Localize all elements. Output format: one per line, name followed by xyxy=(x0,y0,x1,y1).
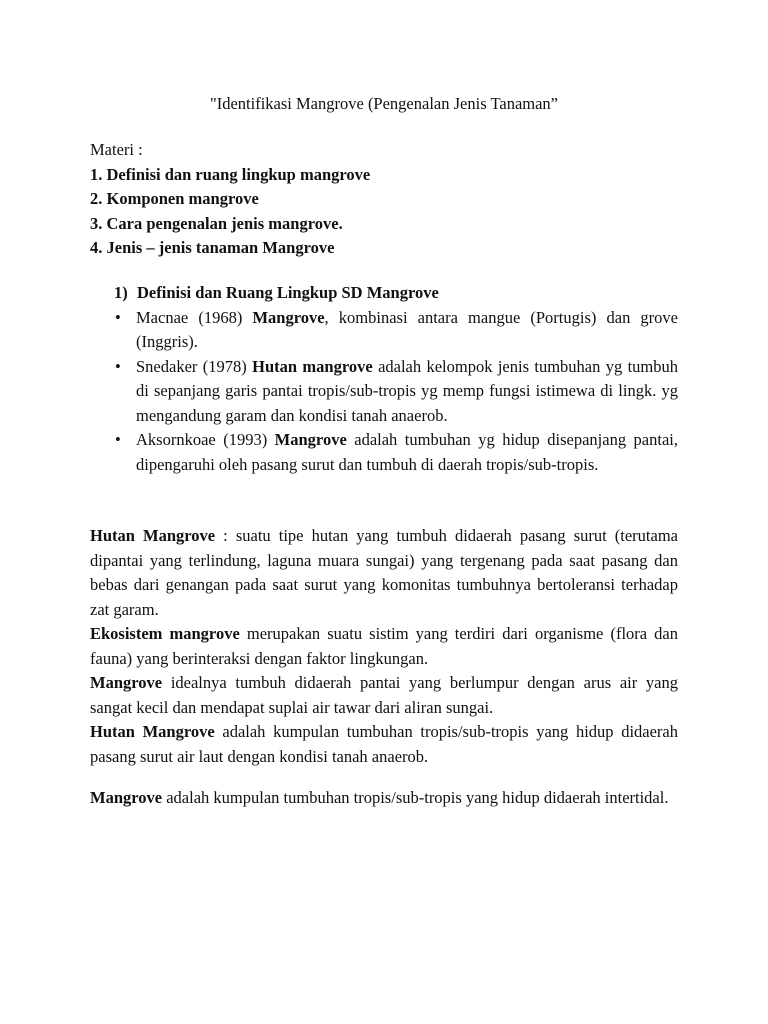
materi-item: 4. Jenis – jenis tanaman Mangrove xyxy=(90,238,335,257)
definition-term: Mangrove xyxy=(274,430,347,449)
definition-term: Hutan mangrove xyxy=(252,356,373,376)
bullet-icon: • xyxy=(115,307,121,327)
definition-source: Snedaker (1978) xyxy=(136,356,253,376)
paragraph-term: Ekosistem mangrove xyxy=(90,624,240,643)
body-paragraph xyxy=(90,622,678,671)
paragraph-text: adalah kumpulan tumbuhan tropis/sub-tropis yang hidup didaerah intertidal. xyxy=(162,788,669,807)
body-paragraph xyxy=(90,671,678,720)
body-paragraph xyxy=(90,720,678,769)
document-title: "Identifikasi Mangrove (Pengenalan Jenis Tanaman” xyxy=(210,94,558,113)
definition-list xyxy=(114,306,678,478)
materi-list xyxy=(90,138,678,261)
definition-item xyxy=(114,306,678,355)
definition-term: Mangrove xyxy=(252,307,325,327)
definition-source: Macnae (1968) xyxy=(136,307,253,327)
definition-text: , kombinasi antara mangue (Portugis) dan grove (Inggris). xyxy=(136,307,678,351)
paragraph-term: Hutan Mangrove xyxy=(90,722,215,741)
paragraph-term: Hutan Mangrove xyxy=(90,526,216,545)
section-definisi xyxy=(114,281,678,477)
paragraph-text: adalah kumpulan tumbuhan tropis/sub-tropis yang hidup didaerah pasang surut air laut dengan kondisi tanah anaerob. xyxy=(90,722,679,766)
materi-label: Materi : xyxy=(90,140,143,159)
paragraph-text: idealnya tumbuh didaerah pantai yang berlumpur dengan arus air yang sangat kecil dan mendapat suplai air tawar dari aliran sungai. xyxy=(90,673,678,717)
section-number: 1) xyxy=(114,283,128,302)
section-title: Definisi dan Ruang Lingkup SD Mangrove xyxy=(137,283,439,302)
paragraph-term: Mangrove xyxy=(90,788,163,807)
bullet-icon: • xyxy=(115,356,121,376)
final-paragraph xyxy=(90,786,678,811)
definition-item xyxy=(114,355,678,429)
paragraph-text: : suatu tipe hutan yang tumbuh didaerah pasang surut (terutama dipantai yang terlindung, laguna muara sungai) yang tergenang pada saat pasang dan bebas dari genangan pada saat surut yang komonitas tumbuhnya bertoleransi terhadap zat garam. xyxy=(90,526,678,619)
materi-item: 1. Definisi dan ruang lingkup mangrove xyxy=(90,164,371,184)
materi-item: 2. Komponen mangrove xyxy=(90,189,259,208)
bullet-icon: • xyxy=(115,430,121,449)
definition-text: adalah tumbuhan yg hidup disepanjang pantai, dipengaruhi oleh pasang surut dan tumbuh di daerah tropis/sub-tropis. xyxy=(136,430,678,474)
definition-text: adalah kelompok jenis tumbuhan yg tumbuh di sepanjang garis pantai tropis/sub-tropis yg memp fungsi istimewa di lingk. yg mengandung garam dan kondisi tanah anaerob. xyxy=(136,356,679,425)
body-paragraphs xyxy=(90,524,678,769)
paragraph-text: merupakan suatu sistim yang terdiri dari organisme (flora dan fauna) yang berinteraksi dengan faktor lingkungan. xyxy=(90,624,678,668)
paragraph-term: Mangrove xyxy=(90,673,163,692)
section-heading xyxy=(114,281,678,306)
body-paragraph xyxy=(90,524,678,622)
materi-item: 3. Cara pengenalan jenis mangrove. xyxy=(90,213,343,233)
definition-source: Aksornkoae (1993) xyxy=(136,430,275,449)
definition-item xyxy=(114,428,678,477)
